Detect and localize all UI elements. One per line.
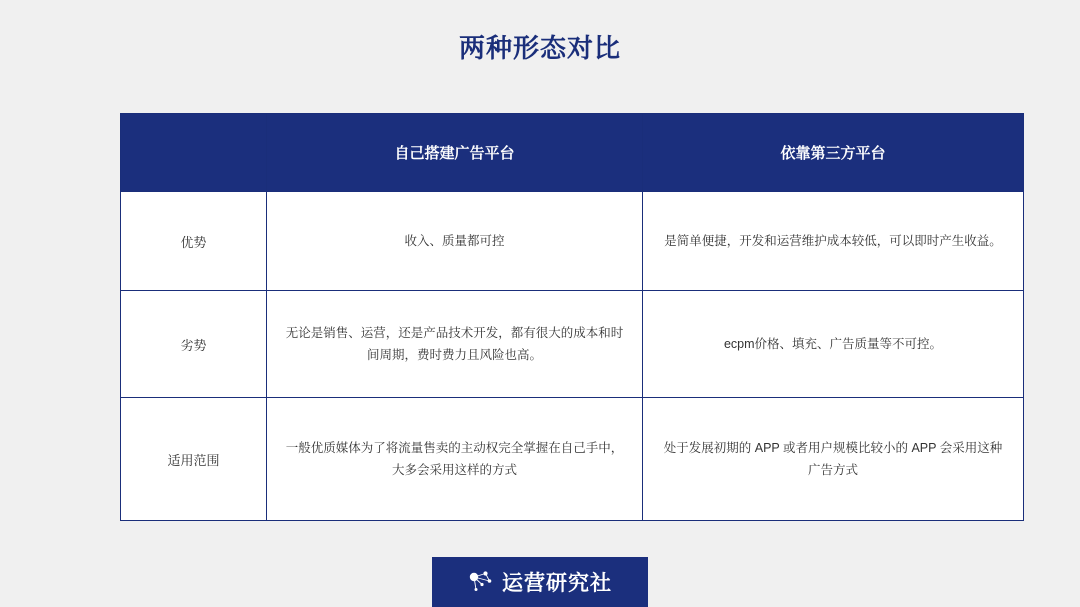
table-row (121, 192, 1024, 291)
row-label-advantage: 优势 (121, 192, 267, 291)
cell-scope-third-party: 处于发展初期的 APP 或者用户规模比较小的 APP 会采用这种广告方式 (643, 398, 1024, 521)
table-row (121, 291, 1024, 398)
table-header-column-a: 自己搭建广告平台 (267, 114, 643, 192)
table-corner-header (121, 114, 267, 192)
molecule-icon (468, 569, 494, 595)
cell-advantage-third-party: 是简单便捷，开发和运营维护成本较低，可以即时产生收益。 (643, 192, 1024, 291)
table-body (121, 192, 1024, 521)
cell-scope-own-platform: 一般优质媒体为了将流量售卖的主动权完全掌握在自己手中，大多会采用这样的方式 (267, 398, 643, 521)
comparison-table (120, 113, 1024, 521)
logo-text: 运营研究社 (502, 572, 612, 595)
row-label-disadvantage: 劣势 (121, 291, 267, 398)
cell-disadvantage-own-platform: 无论是销售、运营，还是产品技术开发，都有很大的成本和时间周期，费时费力且风险也高。 (267, 291, 643, 398)
table-row (121, 398, 1024, 521)
cell-advantage-own-platform: 收入、质量都可控 (267, 192, 643, 291)
row-label-scope: 适用范围 (121, 398, 267, 521)
table-header-row (121, 114, 1024, 192)
table-header-column-b: 依靠第三方平台 (643, 114, 1024, 192)
cell-disadvantage-third-party: ecpm价格、填充、广告质量等不可控。 (643, 291, 1024, 398)
table-header (121, 114, 1024, 192)
page-title: 两种形态对比 (458, 33, 621, 63)
footer-logo (432, 557, 648, 607)
